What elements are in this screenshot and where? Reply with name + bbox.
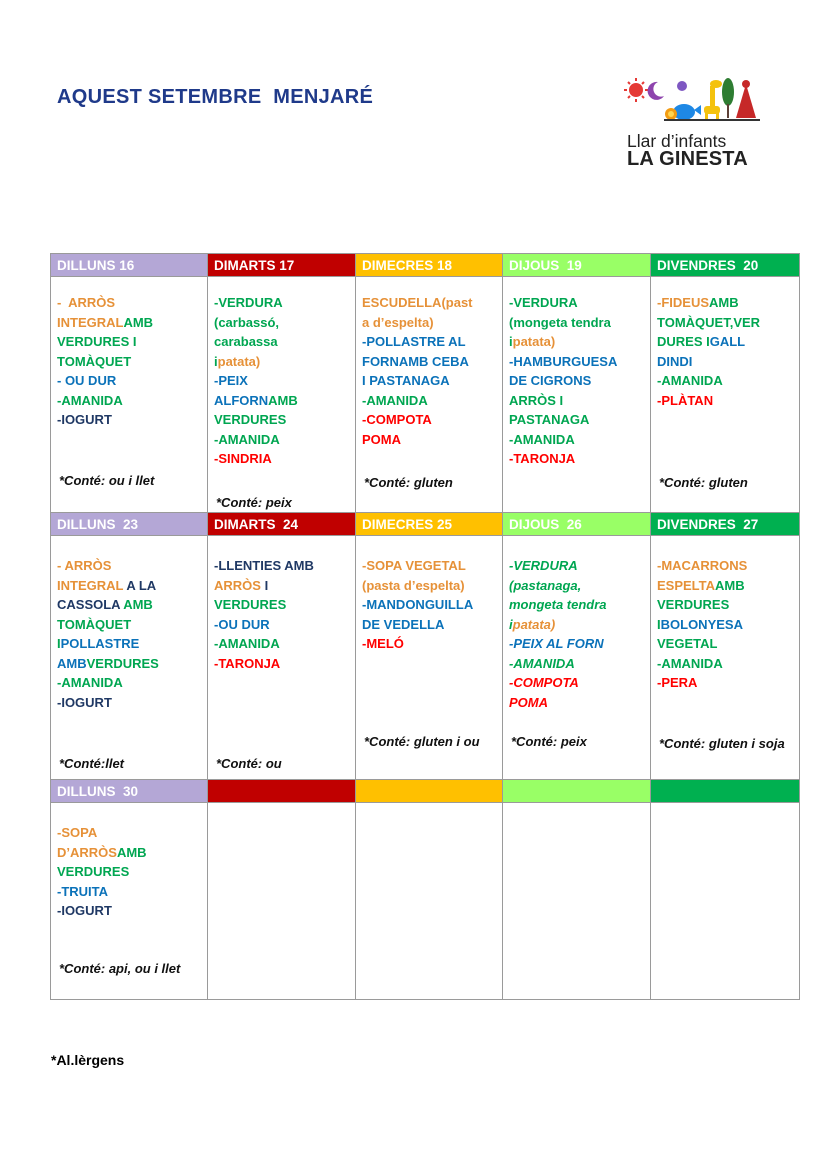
dish-text: VERDURES [657,597,730,612]
day-menu-cell [51,536,208,780]
dish-line [509,371,648,391]
dish-text: a d’espelta) [362,314,434,330]
dish-text: -TRUITA [57,883,109,899]
dish-list [57,556,205,712]
day-menu-cell [356,277,503,513]
dish-text: -FIDEUS [657,295,709,310]
week-header-row [51,780,800,803]
dish-line [362,615,500,635]
dish-text: - ARRÒS [57,558,112,573]
dish-text: -HAMBURGUESA [509,353,618,369]
day-header-monday: DILLUNS 23 [51,513,208,536]
day-menu-cell [503,803,651,1000]
week-header-row [51,513,800,536]
dish-text: BOLONYESA [660,616,743,632]
allergen-note: *Conté:llet [59,756,124,771]
dish-text: VERDURES [214,597,287,612]
dish-line [509,595,648,615]
allergen-note: *Conté: peix [511,734,587,749]
allergen-note: *Conté: api, ou i llet [59,961,181,976]
day-header-friday: DIVENDRES 20 [651,254,800,277]
dish-line [657,615,797,635]
day-header-monday: DILLUNS 16 [51,254,208,277]
dish-line [509,556,648,576]
logo-line2: LA GINESTA [627,148,748,170]
allergen-note: *Conté: gluten i ou [364,734,480,749]
dish-text: A LA [123,577,157,593]
day-header-tuesday: DIMARTS 17 [208,254,356,277]
dish-line [214,615,353,635]
dish-line [57,901,205,921]
dish-text: TOMÀQUET [57,616,132,632]
dish-text: -PERA [657,675,698,690]
dish-text: - ARRÒS [57,295,116,310]
dish-text: AMB CEBA [398,353,469,369]
day-menu-cell [208,803,356,1000]
dish-text: -AMANIDA [57,675,123,690]
dish-line [57,556,205,576]
dish-text: TOMÀQUET,VER [657,314,761,330]
day-menu-cell [208,536,356,780]
dish-line [57,615,205,635]
day-menu-cell [651,803,800,1000]
dish-text: CASSOLA [57,597,121,612]
day-menu-cell [208,277,356,513]
dish-text: -TARONJA [509,451,576,466]
dish-line [214,293,353,313]
week-menu-row [51,803,800,1000]
logo-line1: Llar d’infants [627,131,727,151]
dish-text: DE VEDELLA [362,616,445,632]
dish-line [509,410,648,430]
dish-text: VERDURES [86,655,159,671]
dish-text: patata) [512,616,556,632]
allergens-footnote: *Al.lèrgens [51,1052,125,1068]
dish-text: VEGETAL [657,636,718,651]
dish-line [214,430,353,450]
dish-text: POMA [362,431,401,447]
dish-line [657,313,797,333]
dish-line [362,371,500,391]
dish-line [362,391,500,411]
dish-line [214,595,353,615]
dish-text: -VERDURA [509,558,578,573]
day-header-thursday: DIJOUS 19 [503,254,651,277]
dish-line [362,576,500,596]
dish-text: AMB [715,577,745,593]
dish-text: VERDURES I [57,334,137,349]
dish-line [57,673,205,693]
dish-text: (mongeta tendra [509,314,611,330]
dish-line [214,332,353,352]
dish-text: VERDURES [214,412,287,427]
dish-text: VERDURES [57,864,130,879]
dish-line [509,391,648,411]
dish-line [214,371,353,391]
dish-line [657,595,797,615]
dish-list [657,556,797,693]
dish-line [362,634,500,654]
dish-text: GALL [709,334,746,349]
dish-line [509,615,648,635]
dish-line [214,654,353,674]
dish-line [57,352,205,372]
dish-line [57,862,205,882]
dish-text: -AMANIDA [657,655,723,671]
dish-text: -IOGURT [57,694,112,710]
dish-line [509,313,648,333]
dish-line [509,654,648,674]
dish-list [214,556,353,673]
dish-text: -PEIX [214,373,248,388]
dish-text: ESCUDELLA(past [362,295,473,310]
dish-line [57,293,205,313]
dish-text: ESPELTA [657,577,716,593]
dish-text: DE CIGRONS [509,373,592,388]
dish-line [214,313,353,333]
dish-line [362,332,500,352]
dish-line [57,634,205,654]
day-menu-cell [651,277,800,513]
dish-text: D’ARRÒS [57,844,117,860]
day-header-friday [651,780,800,803]
dish-list [657,293,797,410]
dish-line [57,882,205,902]
day-menu-cell [51,803,208,1000]
dish-line [657,371,797,391]
dish-line [214,556,353,576]
dish-line [509,673,648,693]
dish-line [657,556,797,576]
dish-text: AMB [268,392,298,408]
day-header-thursday: DIJOUS 26 [503,513,651,536]
dish-text: -VERDURA [214,295,283,310]
dish-text: INTEGRAL [57,314,124,330]
dish-text: -MELÓ [362,636,404,651]
dish-line [362,410,500,430]
sun-icon [624,78,648,102]
allergen-note: *Conté: ou i llet [59,473,155,488]
weekly-menu-table [50,253,800,1000]
dish-line [657,293,797,313]
day-header-wednesday: DIMECRES 25 [356,513,503,536]
dish-text: I [260,577,269,593]
dish-line [509,693,648,713]
day-menu-cell [503,277,651,513]
dish-list [57,293,205,430]
dish-list [214,293,353,469]
dish-text: INTEGRAL [57,577,124,593]
dish-line [214,352,353,372]
day-menu-cell [503,536,651,780]
dish-text: -SOPA VEGETAL [362,558,466,573]
dish-text: -MACARRONS [657,558,748,573]
dish-list [362,556,500,654]
dish-text: (pastanaga, [509,577,582,593]
dish-list [509,293,648,469]
dish-text: -PEIX AL FORN [509,636,604,651]
dish-line [509,352,648,372]
allergen-note: *Conté: peix [216,495,292,510]
week-menu-row [51,536,800,780]
dish-text: -TARONJA [214,655,281,671]
dish-line [509,634,648,654]
week-header-row [51,254,800,277]
dish-text: - OU DUR [57,373,117,388]
dish-line [214,410,353,430]
page-title: AQUEST SETEMBRE MENJARÉ [57,86,374,108]
dish-line [57,410,205,430]
dish-text: AMB [57,655,87,671]
dish-line [57,654,205,674]
dish-line [509,293,648,313]
day-header-wednesday: DIMECRES 18 [356,254,503,277]
dish-line [657,634,797,654]
dish-line [57,371,205,391]
dish-line [362,313,500,333]
dish-text: -MANDONGUILLA [362,597,474,612]
dish-text: POMA [509,694,548,710]
dish-text: -PLÀTAN [657,392,714,408]
dish-text: i [509,616,513,632]
dish-text: -IOGURT [57,412,112,427]
dish-text: I [57,636,61,651]
dish-line [214,576,353,596]
dish-text: I PASTANAGA [362,373,450,388]
dish-text: -SOPA [57,825,98,840]
day-header-thursday [503,780,651,803]
allergen-note: *Conté: ou [216,756,282,771]
dish-line [57,332,205,352]
dish-line [57,391,205,411]
dish-text: -AMANIDA [509,655,575,671]
dish-text: mongeta tendra [509,597,607,612]
week-menu-row [51,277,800,513]
dish-line [57,576,205,596]
dish-text: AMB [116,844,147,860]
dish-line [362,430,500,450]
dish-text: ARRÒS [214,577,261,593]
dish-line [657,673,797,693]
dish-text: PASTANAGA [509,412,590,427]
dish-line [57,693,205,713]
dish-text: TOMÀQUET [57,353,132,369]
dish-text: -AMANIDA [57,392,123,408]
dish-line [509,430,648,450]
dish-text: FORN [362,353,399,369]
day-menu-cell [651,536,800,780]
dish-line [509,576,648,596]
dish-text: -OU DUR [214,616,270,632]
dish-text: -COMPOTA [509,675,579,690]
dish-text: -LLENTIES AMB [214,558,314,573]
dish-line [214,391,353,411]
dish-line [657,352,797,372]
day-menu-cell [51,277,208,513]
dish-line [57,823,205,843]
allergen-note: *Conté: gluten [364,475,453,490]
dish-text: -SINDRIA [214,451,272,466]
dish-text: (pasta d’espelta) [362,577,465,593]
dish-text: POLLASTRE [60,636,140,651]
dish-text: -COMPOTA [362,412,432,427]
day-header-tuesday [208,780,356,803]
day-menu-cell [356,536,503,780]
dish-text: -POLLASTRE AL [362,334,466,349]
dish-text: AMB [709,295,739,310]
dish-text: patata) [512,334,556,349]
day-header-friday: DIVENDRES 27 [651,513,800,536]
dish-line [657,576,797,596]
dish-text: -IOGURT [57,903,112,918]
dish-line [657,332,797,352]
dish-text: i [214,353,218,369]
dish-text: patata) [217,353,261,369]
dish-line [509,449,648,469]
dish-line [509,332,648,352]
dish-text: AMB [120,597,153,612]
dish-text: -VERDURA [509,295,578,310]
dish-text: ARRÒS I [509,392,564,408]
dish-text: DINDI [657,353,693,369]
dish-text: -AMANIDA [362,392,428,408]
dish-line [57,595,205,615]
day-header-wednesday [356,780,503,803]
day-header-tuesday: DIMARTS 24 [208,513,356,536]
day-menu-cell [356,803,503,1000]
allergen-note: *Conté: gluten i soja [659,736,785,751]
dish-line [362,293,500,313]
dish-list [362,293,500,449]
dish-line [57,843,205,863]
dish-line [657,654,797,674]
dish-text: ALFORN [214,392,269,408]
dish-line [214,634,353,654]
allergen-note: *Conté: gluten [659,475,748,490]
dish-list [509,556,648,712]
dish-line [362,556,500,576]
dish-line [362,595,500,615]
dish-line [362,352,500,372]
dish-text: (carbassó, [214,314,280,330]
dish-text: -AMANIDA [657,373,723,388]
dish-text: I [657,616,661,632]
dish-text: DURES I [657,334,710,349]
dish-text: AMB [123,314,154,330]
dish-text: i [509,334,513,349]
dish-line [657,391,797,411]
dish-line [57,313,205,333]
dish-text: -AMANIDA [214,636,280,651]
dish-text: -AMANIDA [509,431,575,447]
dish-line [214,449,353,469]
dish-text: carabassa [214,334,278,349]
dish-list [57,823,205,921]
dish-text: -AMANIDA [214,431,280,447]
day-header-monday: DILLUNS 30 [51,780,208,803]
